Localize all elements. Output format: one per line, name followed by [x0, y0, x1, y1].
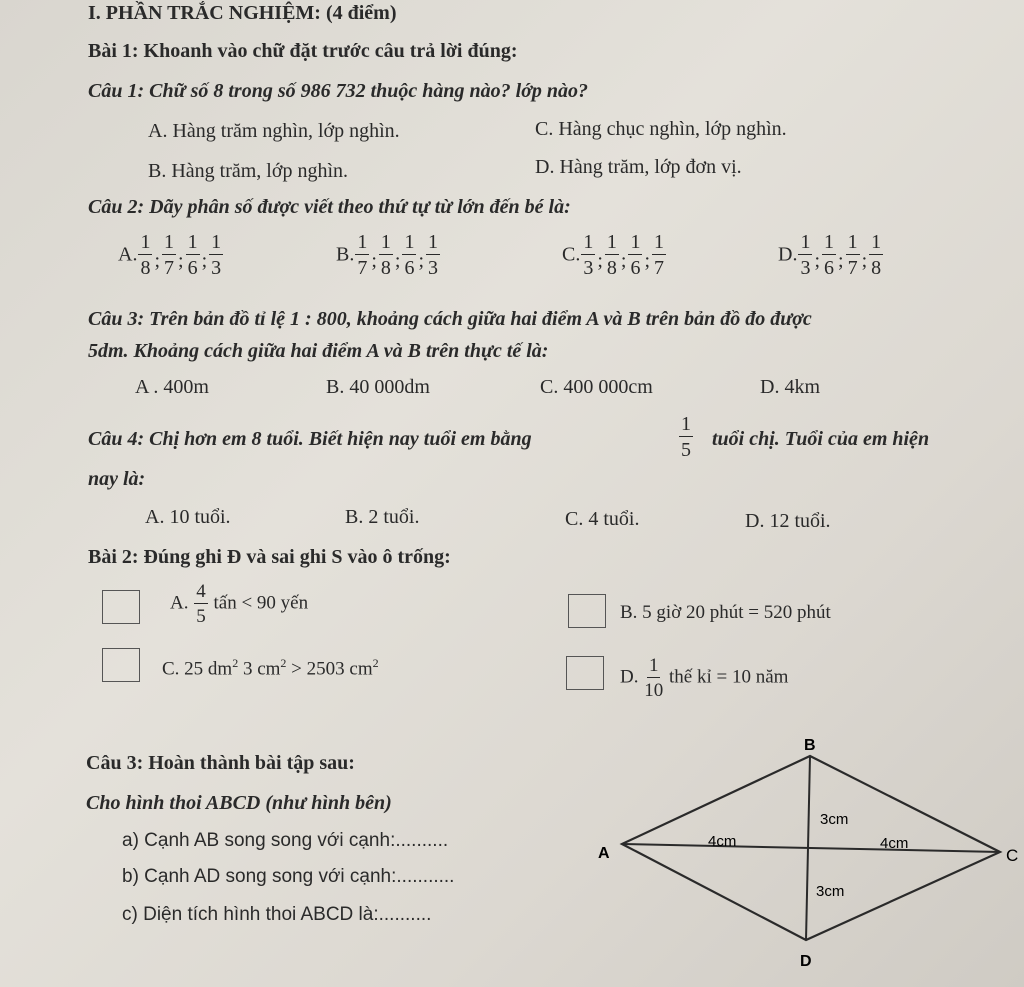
cau2-fraction [628, 232, 642, 278]
bai2-c-sup2: 2 [280, 656, 287, 670]
cau4-option-a[interactable]: A. 10 tuổi. [145, 506, 231, 528]
cau2-fraction [822, 232, 836, 278]
cau1-option-a[interactable]: A. Hàng trăm nghìn, lớp nghìn. [148, 120, 400, 142]
cau2-fraction [379, 232, 393, 278]
cau2-frac-num: 1 [847, 231, 858, 253]
cau2-frac-num: 1 [630, 231, 641, 253]
bai2-c-mid: 3 cm [238, 658, 281, 680]
cau2-option-letter: B. [336, 243, 355, 266]
bai2-d-rest: thế kỉ = 10 năm [668, 666, 789, 688]
cau2-fraction [355, 232, 369, 278]
bai2-d-letter: D. [620, 666, 639, 688]
cau2-option-c[interactable] [562, 232, 667, 278]
cau2-option-b[interactable] [336, 232, 441, 278]
cau2-fraction [209, 232, 223, 278]
cau2-frac-num: 1 [380, 231, 391, 253]
cau4-frac-den: 5 [681, 439, 691, 461]
cau3-option-b[interactable]: B. 40 000dm [326, 376, 430, 398]
vertex-a-label: A [598, 845, 610, 862]
label-right-4cm: 4cm [880, 835, 909, 852]
section-title: I. PHẦN TRẮC NGHIỆM: (4 điểm) [88, 2, 397, 24]
cau3b-part-c[interactable]: c) Diện tích hình thoi ABCD là:.......... [122, 904, 432, 925]
cau2-option-letter: A. [118, 243, 138, 266]
cau1-option-c[interactable]: C. Hàng chục nghìn, lớp nghìn. [535, 118, 787, 140]
cau2-fraction [652, 232, 666, 278]
cau2-frac-den: 3 [211, 257, 222, 279]
cau2-fraction [186, 232, 200, 278]
cau2-fraction [138, 232, 152, 278]
cau3-option-c[interactable]: C. 400 000cm [540, 376, 653, 398]
cau2-frac-num: 1 [824, 231, 835, 253]
cau3b-intro: Cho hình thoi ABCD (như hình bên) [86, 792, 392, 814]
rhombus-diagram [590, 728, 1024, 976]
cau2-separator: ; [418, 249, 425, 272]
answer-box-d[interactable] [566, 656, 604, 690]
cau3-option-d[interactable]: D. 4km [760, 376, 820, 398]
cau2-frac-num: 1 [654, 231, 665, 253]
bai2-a-num: 4 [196, 581, 206, 602]
bai2-d-num: 1 [648, 655, 659, 676]
cau2-separator: ; [201, 249, 208, 272]
cau2-fraction [402, 232, 416, 278]
cau2-frac-num: 1 [404, 231, 415, 253]
cau2-frac-num: 1 [140, 231, 151, 253]
bai2-statement-d [620, 656, 788, 700]
cau2-separator: ; [394, 249, 401, 272]
cau4-fraction [678, 414, 694, 460]
cau2-fraction [605, 232, 619, 278]
cau3b-title: Câu 3: Hoàn thành bài tập sau: [86, 752, 355, 774]
cau2-separator: ; [814, 249, 821, 272]
cau2-frac-den: 6 [824, 257, 835, 279]
cau2-frac-den: 7 [357, 257, 368, 279]
cau4-question-part1: Câu 4: Chị hơn em 8 tuổi. Biết hiện nay tuổi em bằng [88, 428, 532, 450]
cau3b-part-b[interactable]: b) Cạnh AD song song với cạnh:........... [122, 866, 455, 887]
cau2-fraction [846, 232, 860, 278]
cau2-frac-den: 8 [380, 257, 391, 279]
cau2-option-letter: D. [778, 243, 798, 266]
cau2-separator: ; [861, 249, 868, 272]
cau1-question: Câu 1: Chữ số 8 trong số 986 732 thuộc hàng nào? lớp nào? [88, 80, 589, 102]
vertex-c-label: C [1006, 846, 1019, 865]
bai2-title: Bài 2: Đúng ghi Đ và sai ghi S vào ô trống: [88, 546, 451, 568]
cau2-fraction [162, 232, 176, 278]
bai2-d-den: 10 [644, 680, 664, 701]
cau2-frac-den: 8 [140, 257, 151, 279]
cau4-option-c[interactable]: C. 4 tuổi. [565, 508, 640, 530]
bai2-a-den: 5 [196, 606, 206, 627]
cau2-frac-den: 3 [428, 257, 439, 279]
cau4-question-line2: nay là: [88, 468, 146, 490]
cau2-separator: ; [838, 249, 844, 272]
cau2-frac-num: 1 [164, 231, 175, 253]
cau2-frac-den: 6 [187, 257, 198, 279]
bai1-title: Bài 1: Khoanh vào chữ đặt trước câu trả lời đúng: [88, 40, 518, 62]
cau2-separator: ; [620, 249, 627, 272]
bai2-c-mid2: > 2503 cm [286, 658, 373, 680]
cau2-fraction [798, 232, 812, 278]
cau2-frac-num: 1 [211, 231, 222, 253]
cau2-separator: ; [154, 249, 161, 272]
bai2-statement-b: B. 5 giờ 20 phút = 520 phút [620, 602, 831, 623]
cau2-frac-den: 7 [164, 257, 175, 279]
cau2-frac-num: 1 [800, 231, 811, 253]
cau2-fraction [426, 232, 440, 278]
cau2-separator: ; [178, 249, 184, 272]
cau2-frac-num: 1 [871, 231, 882, 253]
vertex-b-label: B [804, 737, 816, 754]
cau2-fraction [581, 232, 595, 278]
cau3b-part-a[interactable]: a) Cạnh AB song song với cạnh:.......... [122, 830, 449, 851]
cau2-option-d[interactable] [778, 232, 884, 278]
cau3-question-line1: Câu 3: Trên bản đồ tỉ lệ 1 : 800, khoảng cách giữa hai điểm A và B trên bản đồ đo được [88, 308, 812, 330]
bai2-a-rest: tấn < 90 yến [213, 592, 309, 614]
answer-box-c[interactable] [102, 648, 140, 682]
cau1-option-b[interactable]: B. Hàng trăm, lớp nghìn. [148, 160, 348, 182]
cau4-option-d[interactable]: D. 12 tuổi. [745, 510, 831, 532]
cau2-frac-den: 7 [847, 257, 858, 279]
cau2-frac-den: 6 [404, 257, 415, 279]
bai2-c-sup3: 2 [372, 656, 379, 670]
cau2-option-letter: C. [562, 243, 581, 266]
label-bottom-3cm: 3cm [816, 883, 845, 900]
cau4-question-part2: tuổi chị. Tuổi của em hiện [712, 428, 930, 450]
cau2-frac-den: 7 [654, 257, 665, 279]
cau2-fraction [869, 232, 883, 278]
cau2-question: Câu 2: Dãy phân số được viết theo thứ tự từ lớn đến bé là: [88, 196, 571, 218]
cau1-option-d[interactable]: D. Hàng trăm, lớp đơn vị. [535, 156, 742, 178]
bai2-a-letter: A. [170, 592, 189, 614]
label-left-4cm: 4cm [708, 833, 737, 850]
cau2-frac-den: 8 [606, 257, 617, 279]
cau2-separator: ; [644, 249, 651, 272]
cau3-option-a[interactable]: A . 400m [135, 376, 209, 398]
vertex-d-label: D [800, 953, 812, 970]
cau2-frac-den: 8 [871, 257, 882, 279]
cau4-option-b[interactable]: B. 2 tuổi. [345, 506, 420, 528]
label-top-3cm: 3cm [820, 811, 849, 828]
cau2-frac-num: 1 [606, 231, 617, 253]
cau2-frac-den: 6 [630, 257, 641, 279]
diagonal-ac [622, 844, 1000, 852]
bai2-c-sup1: 2 [232, 656, 239, 670]
cau2-frac-den: 3 [800, 257, 811, 279]
bai2-statement-a [170, 582, 308, 626]
cau4-frac-num: 1 [681, 413, 691, 435]
cau2-separator: ; [597, 249, 603, 272]
cau2-separator: ; [371, 249, 377, 272]
cau3-question-line2: 5dm. Khoảng cách giữa hai điểm A và B trên thực tế là: [88, 340, 549, 362]
cau2-frac-num: 1 [428, 231, 439, 253]
answer-box-b[interactable] [568, 594, 606, 628]
cau2-frac-num: 1 [583, 231, 594, 253]
bai2-statement-c [162, 656, 379, 680]
cau2-frac-num: 1 [357, 231, 368, 253]
bai2-c-prefix: C. 25 dm [162, 658, 233, 680]
answer-box-a[interactable] [102, 590, 140, 624]
cau2-frac-den: 3 [583, 257, 594, 279]
cau2-option-a[interactable] [118, 232, 224, 278]
cau2-frac-num: 1 [187, 231, 198, 253]
